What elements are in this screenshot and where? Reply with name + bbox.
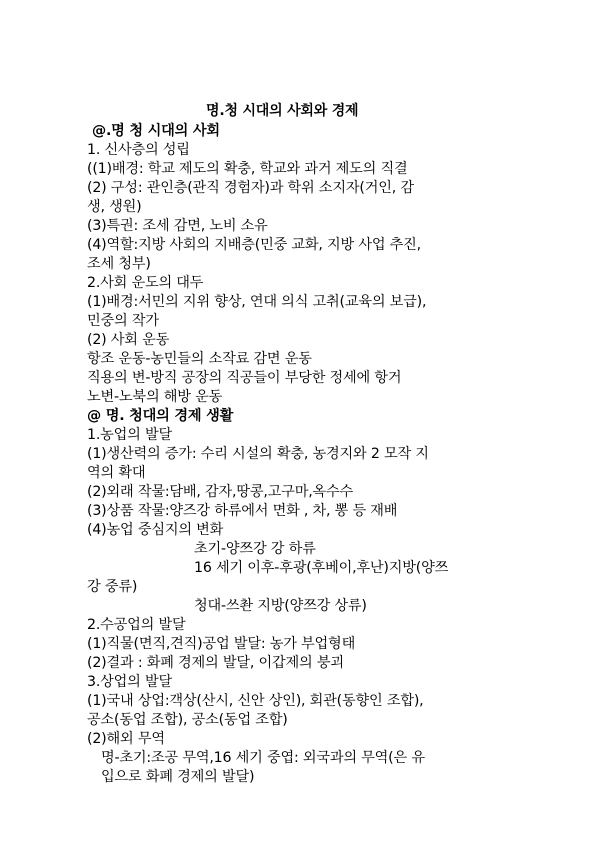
text-line: (4)역할:지방 사회의 지배층(민중 교화, 지방 사업 추진, [87,237,421,253]
text-line: (3)특권: 조세 감면, 노비 소유 [87,218,268,234]
text-line: 2.수공업의 발달 [87,617,186,633]
text-line: (1)국내 상업:객상(산시, 신안 상인), 회관(동향인 조합), [87,693,424,709]
text-line: (2) 사회 운동 [87,332,170,348]
text-line: 3.상업의 발달 [87,674,172,690]
text-line: (4)농업 중심지의 변화 [87,522,224,538]
text-line: 노변-노북의 해방 운동 [87,389,223,405]
text-line-indented: 16 세기 이후-후광(후베이,후난)지방(양쯔 [194,560,449,576]
text-line: 공소(동업 조합), 공소(동업 조합) [87,712,288,728]
section-heading-economy: @ 명. 청대의 경제 생활 [87,408,234,424]
text-line: 민중의 작가 [87,313,159,329]
text-line: 역의 확대 [87,465,146,481]
text-line-indented: 초기-양쯔강 강 하류 [194,541,316,557]
text-line: (2)결과 : 화폐 경제의 발달, 이갑제의 붕괴 [87,655,344,671]
text-line: (1)직물(면직,견직)공업 발달: 농가 부업형태 [87,636,356,652]
text-line: 조세 청부) [87,256,151,272]
text-line: 강 중류) [87,579,138,595]
text-line: (3)상품 작물:양즈강 하류에서 면화 , 차, 뽕 등 재배 [87,503,398,519]
text-line: 직용의 변-방직 공장의 직공들이 부당한 정세에 항거 [87,370,402,386]
text-line-indented: 입으로 화폐 경제의 발달) [101,769,255,785]
text-line: 2.사회 운도의 대두 [87,275,204,291]
text-line: (1)생산력의 증가: 수리 시설의 확충, 농경지와 2 모작 지 [87,446,429,462]
text-line: 항조 운동-농민들의 소작료 감면 운동 [87,351,312,367]
section-heading-society: @.명 청 시대의 사회 [92,123,220,139]
text-line: (2) 구성: 관인층(관직 경험자)과 학위 소지자(거인, 감 [87,180,414,196]
text-line: 생, 생원) [87,199,142,215]
document-title: 명.청 시대의 사회와 경제 [206,103,359,119]
text-line: 1. 신사층의 성립 [87,142,190,158]
text-line-indented: 청대-쓰촨 지방(양쯔강 상류) [194,598,367,614]
text-line: (2)해외 무역 [87,731,165,747]
text-line: ((1)배경: 학교 제도의 확충, 학교와 과거 제도의 직결 [87,161,408,177]
text-line-indented: 명-초기:조공 무역,16 세기 중엽: 외국과의 무역(은 유 [101,750,425,766]
text-line: (1)배경:서민의 지위 향상, 연대 의식 고취(교육의 보급), [87,294,427,310]
text-line: 1.농업의 발달 [87,427,172,443]
text-line: (2)외래 작물:담배, 감자,땅콩,고구마,옥수수 [87,484,354,500]
